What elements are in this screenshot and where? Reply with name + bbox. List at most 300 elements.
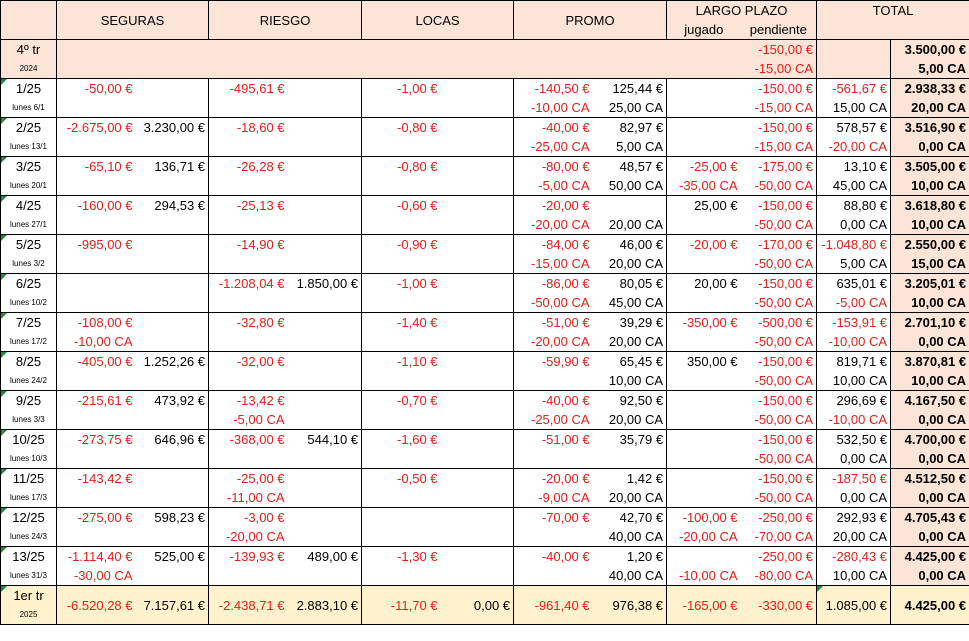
cell-lp-pendiente[interactable]: -500,00 € xyxy=(741,313,817,333)
cell-seguras-pos-ca[interactable] xyxy=(136,566,209,586)
row-label-week[interactable] xyxy=(1,352,57,391)
cell-balance-ca[interactable]: -5,00 CA xyxy=(817,293,891,313)
cell-promo-neg-ca[interactable]: -20,00 CA xyxy=(514,332,593,352)
row-label-week[interactable] xyxy=(1,469,57,508)
cell-locas-neg[interactable]: -1,30 € xyxy=(362,547,441,567)
header-largo-plazo[interactable]: LARGO PLAZO xyxy=(667,1,817,21)
cell-seguras-pos[interactable]: 294,53 € xyxy=(136,196,209,216)
cell-locas-neg[interactable]: -0,70 € xyxy=(362,391,441,411)
q1-seguras-pos[interactable]: 7.157,61 € xyxy=(136,586,209,625)
row-label-week[interactable] xyxy=(1,79,57,118)
cell-total-ca[interactable]: 10,00 CA xyxy=(891,215,969,235)
cell-promo-neg-ca[interactable]: -20,00 CA xyxy=(514,215,593,235)
cell-lp-jugado[interactable] xyxy=(667,430,741,450)
cell-riesgo-neg[interactable]: -14,90 € xyxy=(209,235,288,255)
cell-promo-neg[interactable]: -59,90 € xyxy=(514,352,593,372)
cell-riesgo-neg-ca[interactable]: -20,00 CA xyxy=(209,527,288,547)
cell-lp-jugado[interactable] xyxy=(667,118,741,138)
cell-locas-pos-ca[interactable] xyxy=(441,176,514,196)
cell-promo-neg[interactable]: -86,00 € xyxy=(514,274,593,294)
cell-total-ca[interactable]: 0,00 CA xyxy=(891,527,969,547)
cell-locas-pos[interactable] xyxy=(441,430,514,450)
q4-lp-pendiente-ca[interactable]: -15,00 CA xyxy=(741,59,817,79)
cell-promo-pos[interactable]: 65,45 € xyxy=(593,352,667,372)
cell-locas-neg-ca[interactable] xyxy=(362,98,441,118)
cell-lp-jugado[interactable]: -20,00 € xyxy=(667,235,741,255)
cell-promo-neg[interactable]: -40,00 € xyxy=(514,391,593,411)
cell-lp-jugado-ca[interactable] xyxy=(667,98,741,118)
cell-total-ca[interactable]: 20,00 CA xyxy=(891,98,969,118)
cell-locas-pos-ca[interactable] xyxy=(441,332,514,352)
cell-locas-neg[interactable]: -0,60 € xyxy=(362,196,441,216)
cell-lp-jugado[interactable]: -25,00 € xyxy=(667,157,741,177)
cell-balance[interactable]: -280,43 € xyxy=(817,547,891,567)
cell-seguras-neg-ca[interactable] xyxy=(57,293,136,313)
cell-locas-pos[interactable] xyxy=(441,547,514,567)
cell-locas-pos[interactable] xyxy=(441,391,514,411)
cell-riesgo-pos[interactable] xyxy=(288,313,362,333)
cell-locas-pos-ca[interactable] xyxy=(441,293,514,313)
header-promo[interactable]: PROMO xyxy=(514,1,667,40)
q1-promo-neg[interactable]: -961,40 € xyxy=(514,586,593,625)
cell-total[interactable]: 4.512,50 € xyxy=(891,469,969,489)
header-riesgo[interactable]: RIESGO xyxy=(209,1,362,40)
cell-locas-pos[interactable] xyxy=(441,508,514,528)
cell-lp-pendiente-ca[interactable]: -70,00 CA xyxy=(741,527,817,547)
cell-promo-pos-ca[interactable]: 5,00 CA xyxy=(593,137,667,157)
cell-riesgo-neg-ca[interactable] xyxy=(209,293,288,313)
cell-total[interactable]: 3.205,01 € xyxy=(891,274,969,294)
cell-locas-pos[interactable] xyxy=(441,196,514,216)
cell-lp-jugado[interactable] xyxy=(667,391,741,411)
cell-locas-neg-ca[interactable] xyxy=(362,410,441,430)
q4-total-spacer[interactable] xyxy=(817,40,891,60)
cell-seguras-neg[interactable]: -215,61 € xyxy=(57,391,136,411)
cell-locas-pos-ca[interactable] xyxy=(441,371,514,391)
cell-riesgo-pos-ca[interactable] xyxy=(288,332,362,352)
cell-total[interactable]: 2.938,33 € xyxy=(891,79,969,99)
cell-seguras-pos-ca[interactable] xyxy=(136,293,209,313)
cell-promo-pos-ca[interactable] xyxy=(593,449,667,469)
cell-seguras-neg[interactable]: -275,00 € xyxy=(57,508,136,528)
cell-promo-neg-ca[interactable]: -25,00 CA xyxy=(514,137,593,157)
cell-seguras-pos[interactable]: 525,00 € xyxy=(136,547,209,567)
cell-seguras-pos[interactable]: 3.230,00 € xyxy=(136,118,209,138)
cell-locas-pos-ca[interactable] xyxy=(441,566,514,586)
cell-lp-pendiente-ca[interactable]: -50,00 CA xyxy=(741,371,817,391)
cell-riesgo-neg-ca[interactable] xyxy=(209,254,288,274)
cell-lp-pendiente[interactable]: -175,00 € xyxy=(741,157,817,177)
cell-locas-pos-ca[interactable] xyxy=(441,527,514,547)
cell-total[interactable]: 3.618,80 € xyxy=(891,196,969,216)
cell-locas-neg-ca[interactable] xyxy=(362,332,441,352)
cell-promo-pos[interactable]: 1,42 € xyxy=(593,469,667,489)
cell-balance-ca[interactable]: 20,00 CA xyxy=(817,527,891,547)
cell-locas-pos[interactable] xyxy=(441,352,514,372)
cell-balance-ca[interactable]: 10,00 CA xyxy=(817,371,891,391)
cell-total[interactable]: 2.701,10 € xyxy=(891,313,969,333)
q4-empty-b[interactable] xyxy=(57,59,741,79)
cell-riesgo-neg[interactable]: -25,00 € xyxy=(209,469,288,489)
cell-promo-pos-ca[interactable]: 25,00 CA xyxy=(593,98,667,118)
cell-balance[interactable]: -1.048,80 € xyxy=(817,235,891,255)
cell-total[interactable]: 4.700,00 € xyxy=(891,430,969,450)
cell-seguras-pos[interactable] xyxy=(136,235,209,255)
cell-total-ca[interactable]: 15,00 CA xyxy=(891,254,969,274)
cell-locas-pos[interactable] xyxy=(441,118,514,138)
q1-balance[interactable]: 1.085,00 € xyxy=(817,586,891,625)
cell-promo-pos[interactable]: 48,57 € xyxy=(593,157,667,177)
cell-locas-pos-ca[interactable] xyxy=(441,449,514,469)
cell-promo-neg[interactable]: -51,00 € xyxy=(514,430,593,450)
cell-total-ca[interactable]: 0,00 CA xyxy=(891,137,969,157)
cell-riesgo-pos[interactable]: 544,10 € xyxy=(288,430,362,450)
cell-riesgo-pos-ca[interactable] xyxy=(288,176,362,196)
cell-lp-pendiente[interactable]: -150,00 € xyxy=(741,79,817,99)
cell-balance-ca[interactable]: -20,00 CA xyxy=(817,137,891,157)
cell-locas-neg[interactable] xyxy=(362,508,441,528)
header-jugado[interactable]: jugado xyxy=(667,20,741,40)
corner-cell[interactable] xyxy=(1,1,57,40)
cell-lp-jugado-ca[interactable] xyxy=(667,371,741,391)
cell-lp-jugado[interactable]: 20,00 € xyxy=(667,274,741,294)
cell-locas-pos-ca[interactable] xyxy=(441,137,514,157)
cell-locas-pos[interactable] xyxy=(441,235,514,255)
row-label-week[interactable] xyxy=(1,391,57,430)
cell-locas-neg-ca[interactable] xyxy=(362,527,441,547)
cell-lp-pendiente-ca[interactable]: -50,00 CA xyxy=(741,332,817,352)
cell-riesgo-neg[interactable]: -495,61 € xyxy=(209,79,288,99)
cell-seguras-pos-ca[interactable] xyxy=(136,98,209,118)
cell-riesgo-pos[interactable]: 489,00 € xyxy=(288,547,362,567)
cell-total[interactable]: 3.505,00 € xyxy=(891,157,969,177)
cell-seguras-neg[interactable]: -108,00 € xyxy=(57,313,136,333)
cell-lp-pendiente-ca[interactable]: -50,00 CA xyxy=(741,410,817,430)
cell-promo-neg-ca[interactable]: -25,00 CA xyxy=(514,410,593,430)
cell-lp-jugado-ca[interactable]: -10,00 CA xyxy=(667,566,741,586)
row-label-q1[interactable] xyxy=(1,586,57,625)
cell-locas-neg-ca[interactable] xyxy=(362,449,441,469)
q4-empty[interactable] xyxy=(57,40,741,60)
cell-locas-neg-ca[interactable] xyxy=(362,254,441,274)
cell-total-ca[interactable]: 0,00 CA xyxy=(891,566,969,586)
cell-seguras-pos-ca[interactable] xyxy=(136,176,209,196)
cell-balance[interactable]: 292,93 € xyxy=(817,508,891,528)
cell-locas-pos[interactable] xyxy=(441,79,514,99)
cell-promo-neg[interactable]: -80,00 € xyxy=(514,157,593,177)
cell-lp-pendiente-ca[interactable]: -50,00 CA xyxy=(741,293,817,313)
cell-riesgo-pos-ca[interactable] xyxy=(288,527,362,547)
cell-promo-neg-ca[interactable]: -15,00 CA xyxy=(514,254,593,274)
cell-riesgo-pos[interactable] xyxy=(288,469,362,489)
cell-lp-pendiente[interactable]: -250,00 € xyxy=(741,508,817,528)
cell-locas-pos[interactable] xyxy=(441,157,514,177)
cell-promo-pos[interactable]: 39,29 € xyxy=(593,313,667,333)
cell-riesgo-pos-ca[interactable] xyxy=(288,371,362,391)
cell-riesgo-neg[interactable]: -26,28 € xyxy=(209,157,288,177)
cell-promo-pos-ca[interactable]: 20,00 CA xyxy=(593,488,667,508)
cell-seguras-neg-ca[interactable] xyxy=(57,410,136,430)
cell-seguras-pos-ca[interactable] xyxy=(136,137,209,157)
header-locas[interactable]: LOCAS xyxy=(362,1,514,40)
cell-lp-jugado[interactable]: -350,00 € xyxy=(667,313,741,333)
cell-seguras-neg-ca[interactable] xyxy=(57,527,136,547)
cell-balance-ca[interactable]: 10,00 CA xyxy=(817,566,891,586)
cell-total-ca[interactable]: 10,00 CA xyxy=(891,371,969,391)
cell-lp-pendiente[interactable]: -150,00 € xyxy=(741,118,817,138)
cell-locas-pos-ca[interactable] xyxy=(441,488,514,508)
cell-lp-jugado[interactable] xyxy=(667,469,741,489)
cell-balance[interactable]: 296,69 € xyxy=(817,391,891,411)
q1-locas-pos[interactable]: 0,00 € xyxy=(441,586,514,625)
q4-total-ca[interactable]: 5,00 CA xyxy=(891,59,969,79)
cell-promo-pos[interactable]: 92,50 € xyxy=(593,391,667,411)
row-label-week[interactable] xyxy=(1,274,57,313)
cell-lp-pendiente-ca[interactable]: -15,00 CA xyxy=(741,137,817,157)
cell-promo-pos[interactable]: 80,05 € xyxy=(593,274,667,294)
cell-locas-neg[interactable]: -1,00 € xyxy=(362,274,441,294)
cell-seguras-neg[interactable]: -160,00 € xyxy=(57,196,136,216)
cell-locas-neg-ca[interactable] xyxy=(362,371,441,391)
cell-promo-pos[interactable]: 1,20 € xyxy=(593,547,667,567)
cell-seguras-pos[interactable]: 1.252,26 € xyxy=(136,352,209,372)
cell-riesgo-pos-ca[interactable] xyxy=(288,215,362,235)
cell-balance-ca[interactable]: 0,00 CA xyxy=(817,488,891,508)
cell-promo-neg-ca[interactable]: -5,00 CA xyxy=(514,176,593,196)
cell-seguras-neg-ca[interactable] xyxy=(57,137,136,157)
cell-seguras-pos[interactable]: 646,96 € xyxy=(136,430,209,450)
cell-riesgo-neg[interactable]: -3,00 € xyxy=(209,508,288,528)
cell-lp-pendiente[interactable]: -250,00 € xyxy=(741,547,817,567)
cell-lp-jugado[interactable]: 350,00 € xyxy=(667,352,741,372)
cell-seguras-pos[interactable] xyxy=(136,469,209,489)
cell-promo-pos-ca[interactable]: 20,00 CA xyxy=(593,410,667,430)
cell-seguras-neg-ca[interactable] xyxy=(57,449,136,469)
cell-promo-pos[interactable]: 125,44 € xyxy=(593,79,667,99)
cell-lp-pendiente-ca[interactable]: -50,00 CA xyxy=(741,215,817,235)
cell-total-ca[interactable]: 0,00 CA xyxy=(891,332,969,352)
cell-lp-pendiente-ca[interactable]: -80,00 CA xyxy=(741,566,817,586)
cell-locas-neg[interactable]: -1,00 € xyxy=(362,79,441,99)
cell-seguras-pos[interactable] xyxy=(136,313,209,333)
cell-riesgo-neg-ca[interactable] xyxy=(209,371,288,391)
cell-balance[interactable]: 88,80 € xyxy=(817,196,891,216)
cell-lp-jugado-ca[interactable] xyxy=(667,254,741,274)
cell-promo-neg-ca[interactable] xyxy=(514,527,593,547)
cell-riesgo-neg[interactable]: -18,60 € xyxy=(209,118,288,138)
cell-promo-neg[interactable]: -70,00 € xyxy=(514,508,593,528)
cell-riesgo-pos[interactable] xyxy=(288,118,362,138)
cell-balance-ca[interactable]: 45,00 CA xyxy=(817,176,891,196)
cell-riesgo-neg-ca[interactable]: -11,00 CA xyxy=(209,488,288,508)
cell-riesgo-neg-ca[interactable] xyxy=(209,332,288,352)
cell-lp-jugado-ca[interactable] xyxy=(667,332,741,352)
cell-promo-neg-ca[interactable] xyxy=(514,449,593,469)
cell-promo-neg[interactable]: -40,00 € xyxy=(514,547,593,567)
cell-lp-pendiente[interactable]: -150,00 € xyxy=(741,469,817,489)
cell-seguras-neg[interactable]: -995,00 € xyxy=(57,235,136,255)
cell-locas-pos-ca[interactable] xyxy=(441,215,514,235)
cell-lp-pendiente-ca[interactable]: -50,00 CA xyxy=(741,254,817,274)
cell-promo-neg-ca[interactable] xyxy=(514,566,593,586)
cell-promo-neg-ca[interactable]: -9,00 CA xyxy=(514,488,593,508)
cell-riesgo-pos-ca[interactable] xyxy=(288,293,362,313)
cell-seguras-pos[interactable]: 598,23 € xyxy=(136,508,209,528)
cell-balance[interactable]: -153,91 € xyxy=(817,313,891,333)
cell-promo-neg[interactable]: -51,00 € xyxy=(514,313,593,333)
row-label-week[interactable] xyxy=(1,157,57,196)
cell-promo-pos[interactable]: 82,97 € xyxy=(593,118,667,138)
cell-balance-ca[interactable]: -10,00 CA xyxy=(817,410,891,430)
cell-riesgo-neg-ca[interactable] xyxy=(209,137,288,157)
cell-promo-neg[interactable]: -84,00 € xyxy=(514,235,593,255)
cell-riesgo-pos[interactable] xyxy=(288,196,362,216)
cell-locas-neg-ca[interactable] xyxy=(362,488,441,508)
cell-seguras-pos-ca[interactable] xyxy=(136,371,209,391)
cell-seguras-neg[interactable]: -65,10 € xyxy=(57,157,136,177)
cell-lp-jugado[interactable] xyxy=(667,79,741,99)
cell-lp-jugado[interactable]: -100,00 € xyxy=(667,508,741,528)
cell-riesgo-pos[interactable]: 1.850,00 € xyxy=(288,274,362,294)
cell-lp-jugado-ca[interactable] xyxy=(667,449,741,469)
cell-seguras-pos[interactable]: 473,92 € xyxy=(136,391,209,411)
cell-seguras-neg-ca[interactable] xyxy=(57,254,136,274)
cell-balance-ca[interactable]: 0,00 CA xyxy=(817,215,891,235)
row-label-week[interactable] xyxy=(1,235,57,274)
cell-total[interactable]: 4.705,43 € xyxy=(891,508,969,528)
q1-seguras-neg[interactable]: -6.520,28 € xyxy=(57,586,136,625)
cell-riesgo-pos[interactable] xyxy=(288,79,362,99)
cell-locas-neg[interactable]: -0,80 € xyxy=(362,118,441,138)
cell-seguras-pos[interactable] xyxy=(136,274,209,294)
cell-balance[interactable]: 532,50 € xyxy=(817,430,891,450)
cell-total[interactable]: 3.516,90 € xyxy=(891,118,969,138)
cell-balance[interactable]: 819,71 € xyxy=(817,352,891,372)
cell-riesgo-pos-ca[interactable] xyxy=(288,254,362,274)
cell-lp-jugado[interactable] xyxy=(667,547,741,567)
cell-promo-neg-ca[interactable]: -50,00 CA xyxy=(514,293,593,313)
cell-balance-ca[interactable]: -10,00 CA xyxy=(817,332,891,352)
cell-locas-pos-ca[interactable] xyxy=(441,98,514,118)
cell-locas-pos[interactable] xyxy=(441,274,514,294)
row-label-week[interactable] xyxy=(1,547,57,586)
cell-seguras-neg-ca[interactable]: -30,00 CA xyxy=(57,566,136,586)
row-label-week[interactable] xyxy=(1,196,57,235)
cell-lp-pendiente[interactable]: -150,00 € xyxy=(741,196,817,216)
cell-lp-jugado-ca[interactable] xyxy=(667,215,741,235)
cell-seguras-neg[interactable]: -50,00 € xyxy=(57,79,136,99)
cell-lp-pendiente[interactable]: -150,00 € xyxy=(741,274,817,294)
cell-locas-neg[interactable]: -0,80 € xyxy=(362,157,441,177)
cell-promo-pos[interactable]: 42,70 € xyxy=(593,508,667,528)
cell-balance[interactable]: 578,57 € xyxy=(817,118,891,138)
cell-lp-jugado-ca[interactable]: -35,00 CA xyxy=(667,176,741,196)
cell-seguras-pos-ca[interactable] xyxy=(136,254,209,274)
cell-locas-neg[interactable]: -1,60 € xyxy=(362,430,441,450)
cell-riesgo-neg[interactable]: -368,00 € xyxy=(209,430,288,450)
q4-total[interactable]: 3.500,00 € xyxy=(891,40,969,60)
cell-total[interactable]: 4.167,50 € xyxy=(891,391,969,411)
cell-locas-neg-ca[interactable] xyxy=(362,176,441,196)
cell-seguras-pos-ca[interactable] xyxy=(136,215,209,235)
cell-total[interactable]: 3.870,81 € xyxy=(891,352,969,372)
q1-lp-jugado[interactable]: -165,00 € xyxy=(667,586,741,625)
cell-lp-pendiente[interactable]: -150,00 € xyxy=(741,391,817,411)
cell-promo-pos-ca[interactable]: 45,00 CA xyxy=(593,293,667,313)
cell-seguras-neg-ca[interactable] xyxy=(57,98,136,118)
cell-seguras-neg-ca[interactable] xyxy=(57,371,136,391)
cell-seguras-neg-ca[interactable] xyxy=(57,176,136,196)
cell-promo-neg-ca[interactable]: -10,00 CA xyxy=(514,98,593,118)
cell-riesgo-pos-ca[interactable] xyxy=(288,488,362,508)
cell-riesgo-neg[interactable]: -25,13 € xyxy=(209,196,288,216)
cell-riesgo-neg[interactable]: -32,00 € xyxy=(209,352,288,372)
cell-seguras-neg[interactable] xyxy=(57,274,136,294)
cell-seguras-neg[interactable]: -1.114,40 € xyxy=(57,547,136,567)
cell-promo-pos-ca[interactable]: 10,00 CA xyxy=(593,371,667,391)
cell-riesgo-neg-ca[interactable]: -5,00 CA xyxy=(209,410,288,430)
cell-riesgo-neg[interactable]: -1.208,04 € xyxy=(209,274,288,294)
row-label-week[interactable] xyxy=(1,313,57,352)
cell-seguras-pos-ca[interactable] xyxy=(136,332,209,352)
cell-balance[interactable]: 13,10 € xyxy=(817,157,891,177)
cell-seguras-neg[interactable]: -273,75 € xyxy=(57,430,136,450)
cell-locas-pos-ca[interactable] xyxy=(441,254,514,274)
cell-seguras-neg[interactable]: -2.675,00 € xyxy=(57,118,136,138)
cell-seguras-pos-ca[interactable] xyxy=(136,527,209,547)
cell-riesgo-pos-ca[interactable] xyxy=(288,137,362,157)
row-label-week[interactable] xyxy=(1,508,57,547)
cell-lp-jugado-ca[interactable] xyxy=(667,293,741,313)
cell-promo-pos-ca[interactable]: 20,00 CA xyxy=(593,332,667,352)
cell-balance-ca[interactable]: 0,00 CA xyxy=(817,449,891,469)
cell-seguras-neg-ca[interactable] xyxy=(57,215,136,235)
cell-lp-pendiente[interactable]: -150,00 € xyxy=(741,430,817,450)
cell-locas-neg-ca[interactable] xyxy=(362,215,441,235)
cell-riesgo-neg[interactable]: -139,93 € xyxy=(209,547,288,567)
row-label-q4[interactable] xyxy=(1,40,57,79)
cell-total-ca[interactable]: 0,00 CA xyxy=(891,449,969,469)
row-label-week[interactable] xyxy=(1,118,57,157)
cell-total[interactable]: 2.550,00 € xyxy=(891,235,969,255)
cell-total[interactable]: 4.425,00 € xyxy=(891,547,969,567)
header-seguras[interactable]: SEGURAS xyxy=(57,1,209,40)
cell-locas-neg[interactable]: -1,40 € xyxy=(362,313,441,333)
cell-riesgo-pos[interactable] xyxy=(288,508,362,528)
cell-seguras-neg-ca[interactable] xyxy=(57,488,136,508)
cell-lp-pendiente-ca[interactable]: -50,00 CA xyxy=(741,176,817,196)
cell-locas-neg[interactable]: -0,50 € xyxy=(362,469,441,489)
q1-promo-pos[interactable]: 976,38 € xyxy=(593,586,667,625)
cell-promo-pos[interactable]: 35,79 € xyxy=(593,430,667,450)
q1-lp-pendiente[interactable]: -330,00 € xyxy=(741,586,817,625)
cell-total-ca[interactable]: 10,00 CA xyxy=(891,176,969,196)
cell-riesgo-pos-ca[interactable] xyxy=(288,566,362,586)
cell-riesgo-neg-ca[interactable] xyxy=(209,98,288,118)
cell-seguras-pos-ca[interactable] xyxy=(136,410,209,430)
cell-locas-neg[interactable]: -1,10 € xyxy=(362,352,441,372)
cell-locas-neg-ca[interactable] xyxy=(362,293,441,313)
cell-promo-pos[interactable] xyxy=(593,196,667,216)
header-total[interactable]: TOTAL xyxy=(817,1,969,40)
cell-seguras-neg[interactable]: -405,00 € xyxy=(57,352,136,372)
q4-lp-pendiente[interactable]: -150,00 € xyxy=(741,40,817,60)
cell-promo-pos-ca[interactable]: 20,00 CA xyxy=(593,254,667,274)
cell-promo-pos-ca[interactable]: 50,00 CA xyxy=(593,176,667,196)
cell-balance[interactable]: -561,67 € xyxy=(817,79,891,99)
cell-seguras-pos-ca[interactable] xyxy=(136,449,209,469)
cell-riesgo-neg-ca[interactable] xyxy=(209,176,288,196)
